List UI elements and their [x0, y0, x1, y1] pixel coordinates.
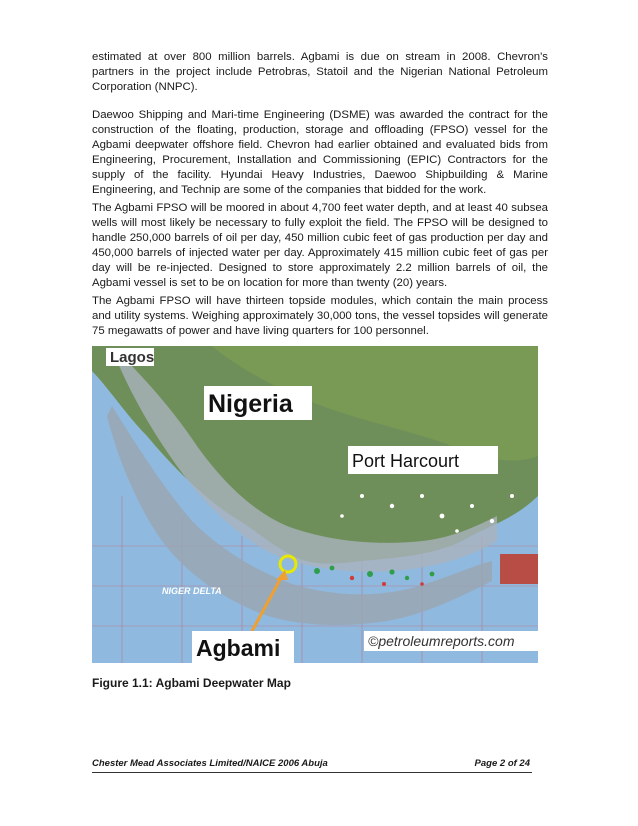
paragraph-4: The Agbami FPSO will have thirteen topside modules, which contain the main process and utility systems. Weighing approximately 30,000 tons, the vessel topsides will generate 75 megawatts of power and have living quarters for 100 personnel.	[92, 295, 548, 337]
label-niger-delta: NIGER DELTA	[162, 586, 222, 596]
paragraph-2: Daewoo Shipping and Mari-time Engineering (DSME) was awarded the contract for the construction of the floating, production, storage and offloading (FPSO) vessel for the Agbami deepwater offshore field. Chevron had earlier obtained and evaluated bids from Engineering, Procurement, Installation and Commissioning (EPIC) Contractors for the supply of the facility. Hyundai Heavy Industries, Daewoo Shipbuilding & Marine Engineering, and Technip are some of the companies that bidded for the work.	[92, 109, 548, 196]
label-port-harcourt: Port Harcourt	[352, 451, 460, 471]
label-agbami: Agbami	[196, 635, 281, 661]
page-footer	[92, 758, 532, 773]
figure-caption: Figure 1.1: Agbami Deepwater Map	[92, 676, 291, 690]
map-credit: ©petroleumreports.com	[368, 633, 515, 649]
footer-company: Chester Mead Associates Limited/NAICE 2006 Abuja	[92, 758, 328, 769]
label-nigeria: Nigeria	[208, 390, 293, 418]
agbami-map	[92, 346, 538, 663]
paragraph-1: estimated at over 800 million barrels. Agbami is due on stream in 2008. Chevron's partners in the project include Petrobras, Statoil and the Nigerian National Petroleum Corporation (NNPC).	[92, 51, 548, 93]
label-lagos: Lagos	[110, 349, 155, 366]
legend-box	[500, 554, 538, 584]
paragraph-3: The Agbami FPSO will be moored in about 4,700 feet water depth, and at least 40 subsea wells will most likely be necessary to fully exploit the field. The FPSO will be designed to handle 250,000 barrels of oil per day, 450 million cubic feet of gas production per day and 450,000 barrels of injected water per day. Approximately 415 million cubic feet of gas per day will be re-injected. Designed to store approximately 2.2 million barrels of oil, the Agbami vessel is set to be on location for more than twenty (20) years.	[92, 202, 548, 289]
map-graphic	[92, 346, 538, 663]
footer-page-number: Page 2 of 24	[474, 758, 530, 769]
